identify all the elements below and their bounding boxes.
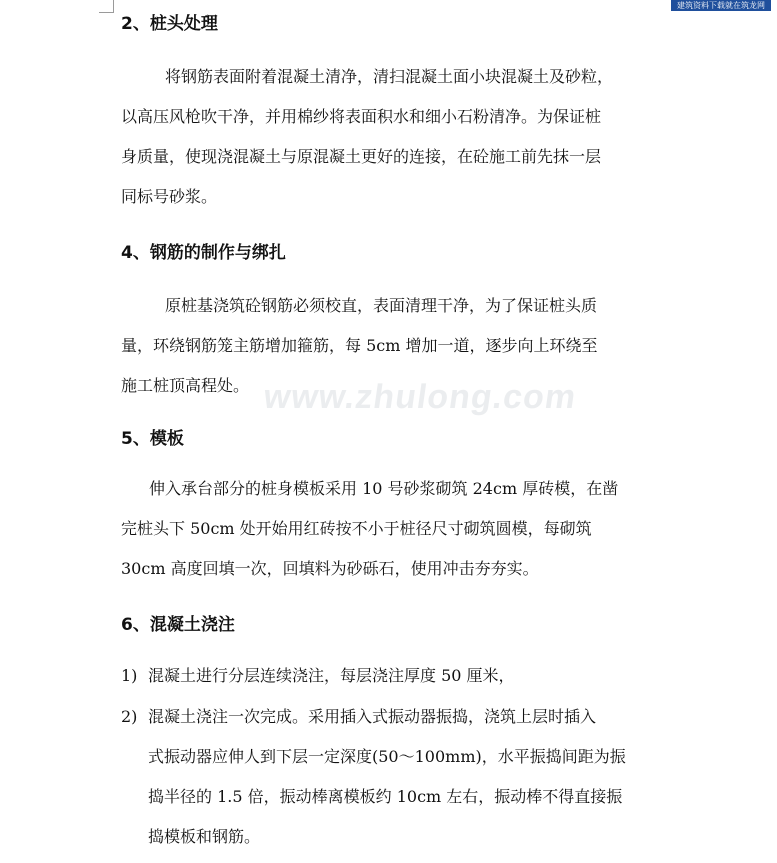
- site-banner[interactable]: 建筑资料下载就在筑龙网: [671, 0, 771, 11]
- paragraph-line: 原桩基浇筑砼钢筋必须校直，表面清理干净，为了保证桩头质: [165, 296, 598, 315]
- list-item: [121, 697, 674, 857]
- list-item-text: [148, 697, 674, 857]
- watermark: www.zhulong.com: [261, 378, 579, 416]
- paragraph-line: 量，环绕钢筋笼主筋增加箍筋，每 5cm 增加一道，逐步向上环绕至: [121, 336, 598, 355]
- paragraph-line: 施工桩顶高程处。: [121, 376, 250, 395]
- paragraph-line: 同标号砂浆。: [121, 187, 218, 206]
- heading-pile-head-treatment: 2、桩头处理: [121, 14, 218, 34]
- paragraph-formwork: [121, 469, 674, 589]
- paragraph-line: 伸入承台部分的桩身模板采用 10 号砂浆砌筑 24cm 厚砖模，在凿: [149, 479, 619, 498]
- paragraph-rebar-fabrication: [121, 286, 674, 406]
- list-item-text: [148, 656, 674, 696]
- list-item: [121, 656, 674, 696]
- heading-formwork: 5、模板: [121, 429, 184, 449]
- list-item-number: 2): [121, 707, 138, 726]
- paragraph-line: 以高压风枪吹干净，并用棉纱将表面积水和细小石粉清净。为保证桩: [121, 107, 602, 126]
- list-item-line: 式振动器应伸人到下层一定深度(50～100mm)，水平振捣间距为振: [148, 747, 626, 766]
- list-item-line: 捣半径的 1.5 倍，振动棒离模板约 10cm 左右，振动棒不得直接振: [148, 787, 623, 806]
- paragraph-pile-head-treatment: [121, 57, 674, 217]
- list-item-line: 混凝土浇注一次完成。采用插入式振动器振捣，浇筑上层时插入: [148, 707, 597, 726]
- paragraph-line: 30cm 高度回填一次，回填料为砂砾石，使用冲击夯夯实。: [121, 559, 539, 578]
- heading-concrete-pouring: 6、混凝土浇注: [121, 615, 235, 635]
- paragraph-line: 身质量，使现浇混凝土与原混凝土更好的连接，在砼施工前先抹一层: [121, 147, 602, 166]
- page-corner-mark: [99, 0, 114, 13]
- list-item-line: 捣模板和钢筋。: [148, 827, 261, 846]
- list-item-number: 1): [121, 666, 138, 685]
- paragraph-line: 完桩头下 50cm 处开始用红砖按不小于桩径尺寸砌筑圆模，每砌筑: [121, 519, 592, 538]
- paragraph-line: 将钢筋表面附着混凝土清净，清扫混凝土面小块混凝土及砂粒，: [165, 67, 614, 86]
- heading-rebar-fabrication: 4、钢筋的制作与绑扎: [121, 243, 286, 263]
- list-item-line: 混凝土进行分层连续浇注，每层浇注厚度 50 厘米，: [148, 666, 515, 685]
